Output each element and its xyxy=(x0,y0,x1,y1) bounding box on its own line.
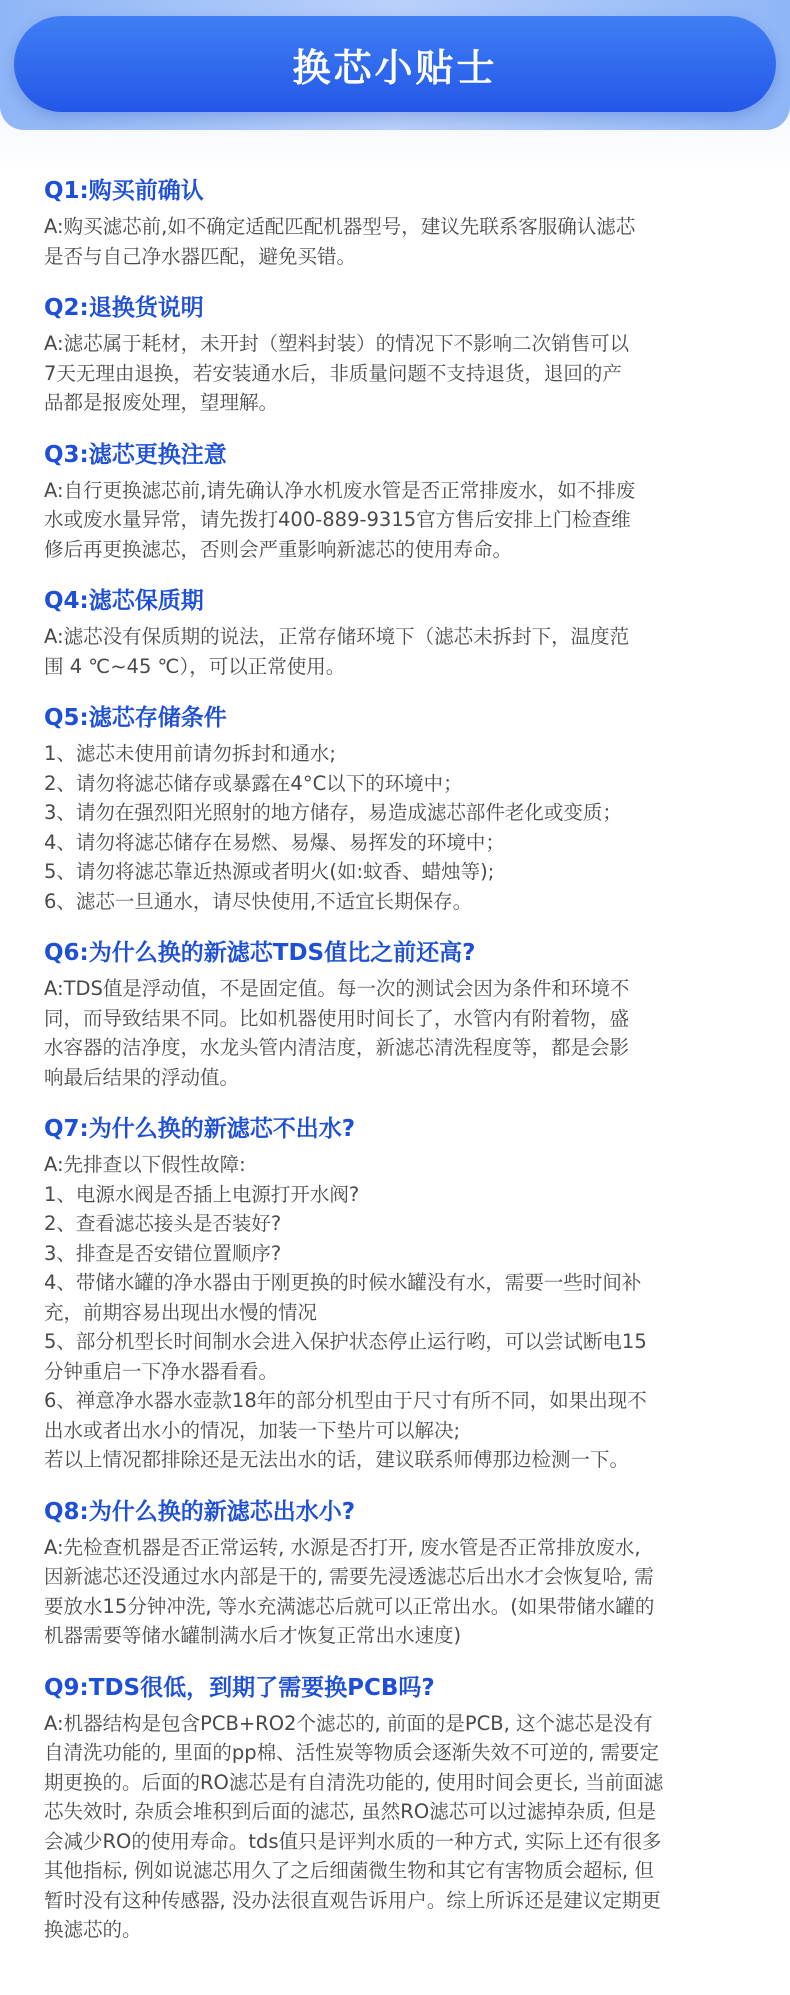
faq-answer-line: 自清洗功能的, 里面的pp棉、活性炭等物质会逐渐失效不可逆的, 需要定 xyxy=(44,1741,660,1764)
faq-answer-line: 芯失效时, 杂质会堆积到后面的滤芯, 虽然RO滤芯可以过滤掉杂质, 但是 xyxy=(44,1800,657,1823)
faq-answer-line: A:滤芯没有保质期的说法，正常存储环境下（滤芯未拆封下，温度范 xyxy=(44,625,630,648)
faq-question: Q4:滤芯保质期 xyxy=(44,588,204,614)
faq-question: Q2:退换货说明 xyxy=(44,295,204,321)
faq-answer-line: 水或废水量异常，请先拨打400-889-9315官方售后安排上门检查维 xyxy=(44,508,631,531)
faq-answer-line: 若以上情况都排除还是无法出水的话，建议联系师傅那边检测一下。 xyxy=(44,1448,630,1471)
faq-answer-line: 5、请勿将滤芯靠近热源或者明火(如:蚊香、蜡烛等); xyxy=(44,860,495,883)
faq-question: Q3:滤芯更换注意 xyxy=(44,441,227,468)
faq-answer-line: 响最后结果的浮动值。 xyxy=(44,1065,240,1089)
faq-item xyxy=(44,584,754,681)
faq-answer-line: 5、部分机型长时间制水会进入保护状态停止运行哟，可以尝试断电15 xyxy=(44,1330,647,1353)
faq-answer-line: 围 4 ℃~45 ℃），可以正常使用。 xyxy=(44,654,346,678)
faq-answer-line: A:购买滤芯前,如不确定适配匹配机器型号，建议先联系客服确认滤芯 xyxy=(44,215,636,238)
header-banner xyxy=(0,0,790,130)
faq-answer-line: 1、电源水阀是否插上电源打开水阀? xyxy=(44,1182,360,1206)
faq-answer-line: 4、带储水罐的净水器由于刚更换的时候水罐没有水，需要一些时间补 xyxy=(44,1271,642,1294)
faq-answer-line: 1、滤芯未使用前请勿拆封和通水; xyxy=(44,742,336,765)
faq-answer-line: 水容器的洁净度，水龙头管内清洁度，新滤芯清洗程度等，都是会影 xyxy=(44,1036,630,1059)
faq-answer-line: 会减少RO的使用寿命。tds值只是评判水质的一种方式, 实际上还有很多 xyxy=(44,1829,662,1853)
faq-question: Q1:购买前确认 xyxy=(44,178,204,204)
faq-answer-line: 6、禅意净水器水壶款18年的部分机型由于尺寸有所不同，如果出现不 xyxy=(44,1389,647,1412)
faq-item xyxy=(44,174,754,271)
faq-answer-line: 要放水15分钟冲洗, 等水充满滤芯后就可以正常出水。(如果带储水罐的 xyxy=(44,1594,655,1618)
faq-answer-line: A:滤芯属于耗材，未开封（塑料封装）的情况下不影响二次销售可以 xyxy=(44,332,630,355)
faq-item xyxy=(44,701,754,916)
faq-answer-line: 因新滤芯还没通过水内部是干的, 需要先浸透滤芯后出水才会恢复哈, 需 xyxy=(44,1565,654,1588)
faq-answer-line: 6、滤芯一旦通水，请尽快使用,不适宜长期保存。 xyxy=(44,889,473,913)
faq-answer-line: 7天无理由退换，若安装通水后，非质量问题不支持退货，退回的产 xyxy=(44,361,622,385)
faq-answer-line: 品都是报废处理，望理解。 xyxy=(44,391,279,414)
faq-answer-line: 暂时没有这种传感器, 没办法很直观告诉用户。综上所诉还是建议定期更 xyxy=(44,1888,661,1912)
faq-item xyxy=(44,1495,754,1651)
faq-answer-line: 2、查看滤芯接头是否装好? xyxy=(44,1212,282,1235)
faq-question: Q8:为什么换的新滤芯出水小? xyxy=(44,1498,356,1525)
faq-answer-line: 其他指标, 例如说滤芯用久了之后细菌微生物和其它有害物质会超标, 但 xyxy=(44,1859,654,1882)
faq-answer-line: 3、排查是否安错位置顺序? xyxy=(44,1241,282,1265)
faq-question: Q5:滤芯存储条件 xyxy=(44,705,227,731)
faq-question: Q6:为什么换的新滤芯TDS值比之前还高? xyxy=(44,940,476,966)
faq-answer-line: 4、请勿将滤芯储存在易燃、易爆、易挥发的环境中； xyxy=(44,830,505,854)
faq-item xyxy=(44,438,754,565)
faq-list xyxy=(44,174,754,1965)
faq-answer-line: 期更换的。后面的RO滤芯是有自清洗功能的, 使用时间会更长, 当前面滤 xyxy=(44,1770,664,1794)
faq-answer-line: 是否与自己净水器匹配，避免买错。 xyxy=(44,244,357,268)
faq-item xyxy=(44,291,754,418)
faq-item xyxy=(44,1112,754,1475)
faq-answer-line: 出水或者出水小的情况，加装一下垫片可以解决; xyxy=(44,1418,461,1442)
faq-answer-line: 3、请勿在强烈阳光照射的地方储存，易造成滤芯部件老化或变质； xyxy=(44,801,622,824)
faq-answer-line: 修后再更换滤芯，否则会严重影响新滤芯的使用寿命。 xyxy=(44,537,513,561)
faq-answer-line: 2、请勿将滤芯储存或暴露在4°C以下的环境中； xyxy=(44,771,463,795)
title-pill xyxy=(14,16,776,112)
faq-answer-line: 换滤芯的。 xyxy=(44,1918,142,1941)
faq-answer-line: A:先排查以下假性故障: xyxy=(44,1153,246,1176)
faq-answer-line: 分钟重启一下净水器看看。 xyxy=(44,1359,279,1383)
faq-question: Q7:为什么换的新滤芯不出水? xyxy=(44,1116,356,1142)
faq-question: Q9:TDS很低，到期了需要换PCB吗? xyxy=(44,1674,435,1701)
faq-item xyxy=(44,936,754,1092)
faq-answer-line: 同，而导致结果不同。比如机器使用时间长了，水管内有附着物，盛 xyxy=(44,1006,630,1030)
faq-item xyxy=(44,1671,754,1945)
faq-answer-line: A:先检查机器是否正常运转, 水源是否打开, 废水管是否正常排放废水, xyxy=(44,1535,641,1559)
page-title: 换芯小贴士 xyxy=(292,45,498,90)
faq-answer-line: A:机器结构是包含PCB+RO2个滤芯的, 前面的是PCB, 这个滤芯是没有 xyxy=(44,1711,653,1735)
faq-answer-line: 充，前期容易出现出水慢的情况 xyxy=(44,1300,318,1324)
faq-answer-line: A:自行更换滤芯前,请先确认净水机废水管是否正常排废水，如不排废 xyxy=(44,478,636,502)
faq-answer-line: A:TDS值是浮动值，不是固定值。每一次的测试会因为条件和环境不 xyxy=(44,977,630,1000)
faq-answer-line: 机器需要等储水罐制满水后才恢复正常出水速度) xyxy=(44,1624,462,1647)
